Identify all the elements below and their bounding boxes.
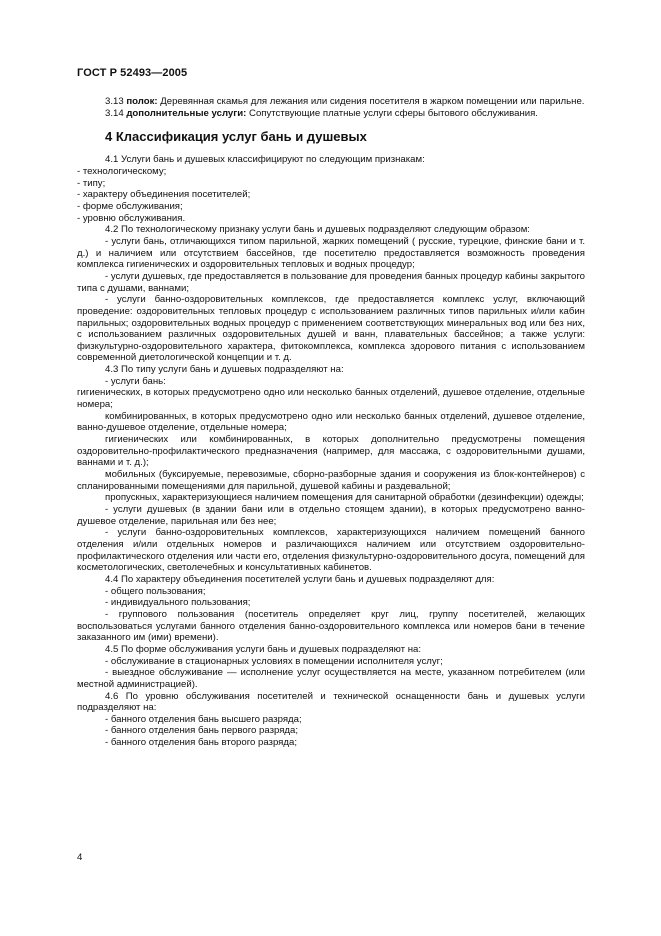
document-header: ГОСТ Р 52493—2005 (77, 67, 188, 79)
paragraph: гигиенических или комбинированных, в которых дополнительно предусмотрены помещения оздоровительно-профилактического предназначения (например, для массажа, с оздоровительными душами, ваннами и т. д.); (77, 434, 585, 469)
list-item: - банного отделения бань второго разряда; (105, 737, 297, 749)
paragraph: - услуги душевых, где предоставляется в пользование для проведения банных процедур кабины закрытого типа с душами, ваннами; (77, 270, 585, 294)
section-heading: 4 Классификация услуг бань и душевых (105, 129, 367, 145)
list-item: - форме обслуживания; (77, 200, 183, 212)
list-item: - общего пользования; (105, 585, 206, 597)
list-item: - характеру объединения посетителей; (77, 189, 251, 201)
list-item: - индивидуального пользования; (105, 597, 251, 609)
definition-number: 3.14 (105, 107, 127, 119)
definition-term: дополнительные услуги: (126, 107, 247, 119)
list-item: - уровню обслуживания. (77, 212, 186, 224)
list-item: - банного отделения бань высшего разряда; (105, 713, 302, 725)
list-item: - типу; (77, 177, 106, 189)
paragraph: - услуги банно-оздоровительных комплексов, где предоставляется комплекс услуг, включающий проведение: оздоровительных тепловых процедур с использованием различных типов парильных и/или кабин парильных; оздоровительных водных процедур с применением соответствующих минеральных вод или без них, с использованием различных оздоровительных душей и ванн, плавательных бассейнов; а также услуги: физкультурно-оздоровительного характера, фитокомплекса, комплекса здорового питания с использованием современной диетологической концепции и т. д. (77, 294, 585, 364)
paragraph: 4.4 По характеру объединения посетителей услуги бань и душевых подразделяют для: (105, 573, 495, 585)
paragraph: - выездное обслуживание — исполнение услуг осуществляется на месте, указанном потребителем (или местной администрацией). (77, 667, 585, 690)
page-number: 4 (77, 852, 83, 863)
page-body (77, 96, 585, 749)
definition-text: Сопутствующие платные услуги сферы бытового обслуживания. (246, 107, 538, 119)
definition-text: Деревянная скамья для лежания или сидения посетителя в жарком помещении или парильне. (157, 96, 585, 107)
paragraph: - услуги бань, отличающихся типом парильной, жарких помещений ( русские, турецкие, финские бани и т. д.) и наличием или отсутствием бассейнов, где посетителю предоставляется возможность проведения комплекса гигиенических и оздоровительных тепловых и водных процедур; (77, 235, 585, 271)
paragraph: 4.1 Услуги бань и душевых классифицируют по следующим признакам: (105, 154, 425, 166)
paragraph: - группового пользования (посетитель определяет круг лиц, группу посетителей, желающих воспользоваться услугами банного отделения банно-оздоровительного комплекса или номеров бани в течение заказанного им (ими) времени). (77, 608, 585, 644)
paragraph: мобильных (буксируемые, перевозимые, сборно-разборные здания и сооружения из блок-контейнеров) с спланированными помещениями для парильной, душевой кабины и раздевальной; (77, 469, 585, 492)
list-item: - банного отделения бань первого разряда; (105, 725, 298, 737)
paragraph: пропускных, характеризующиеся наличием помещения для санитарной обработки (дезинфекции) одежды; (105, 492, 584, 504)
definition-number: 3.13 (105, 96, 127, 107)
paragraph: - услуги бань: (105, 375, 166, 387)
paragraph: 4.2 По технологическому признаку услуги бань и душевых подразделяют следующим образом: (105, 224, 530, 236)
definition-3-14 (77, 108, 585, 120)
definition-term: полок: (126, 96, 158, 107)
definition-3-13 (77, 96, 585, 108)
list-item: - технологическому; (77, 165, 167, 177)
paragraph: 4.6 По уровню обслуживания посетителей и технической оснащенности бань и душевых услуги подразделяют на: (77, 690, 585, 714)
paragraph: комбинированных, в которых предусмотрено одно или несколько банных отделений, душевое отделение, ванно-душевое отделение, отдельные номера; (77, 410, 585, 434)
paragraph: 4.5 По форме обслуживания услуги бань и душевых подразделяют на: (105, 643, 422, 655)
paragraph: - услуги душевых (в здании бани или в отдельно стоящем здании), в которых предусмотрено ванно-душевое отделение, парильная или без нее; (77, 504, 585, 527)
paragraph: 4.3 По типу услуги бань и душевых подразделяют на: (105, 364, 344, 376)
paragraph: гигиенических, в которых предусмотрено одно или несколько банных отделений, душевое отделение, отдельные номера; (77, 387, 585, 411)
paragraph: - услуги банно-оздоровительных комплексов, характеризующихся наличием помещений банного отделения и/или отдельных номеров и различающихся наличием или отсутствием оздоровительно-профилактического отделения или части его, отделения физкультурно-оздоровительного досуга, помещений для косметологических, светолечебных и консультативных кабинетов. (77, 527, 585, 574)
list-item: - обслуживание в стационарных условиях в помещении исполнителя услуг; (105, 655, 443, 667)
